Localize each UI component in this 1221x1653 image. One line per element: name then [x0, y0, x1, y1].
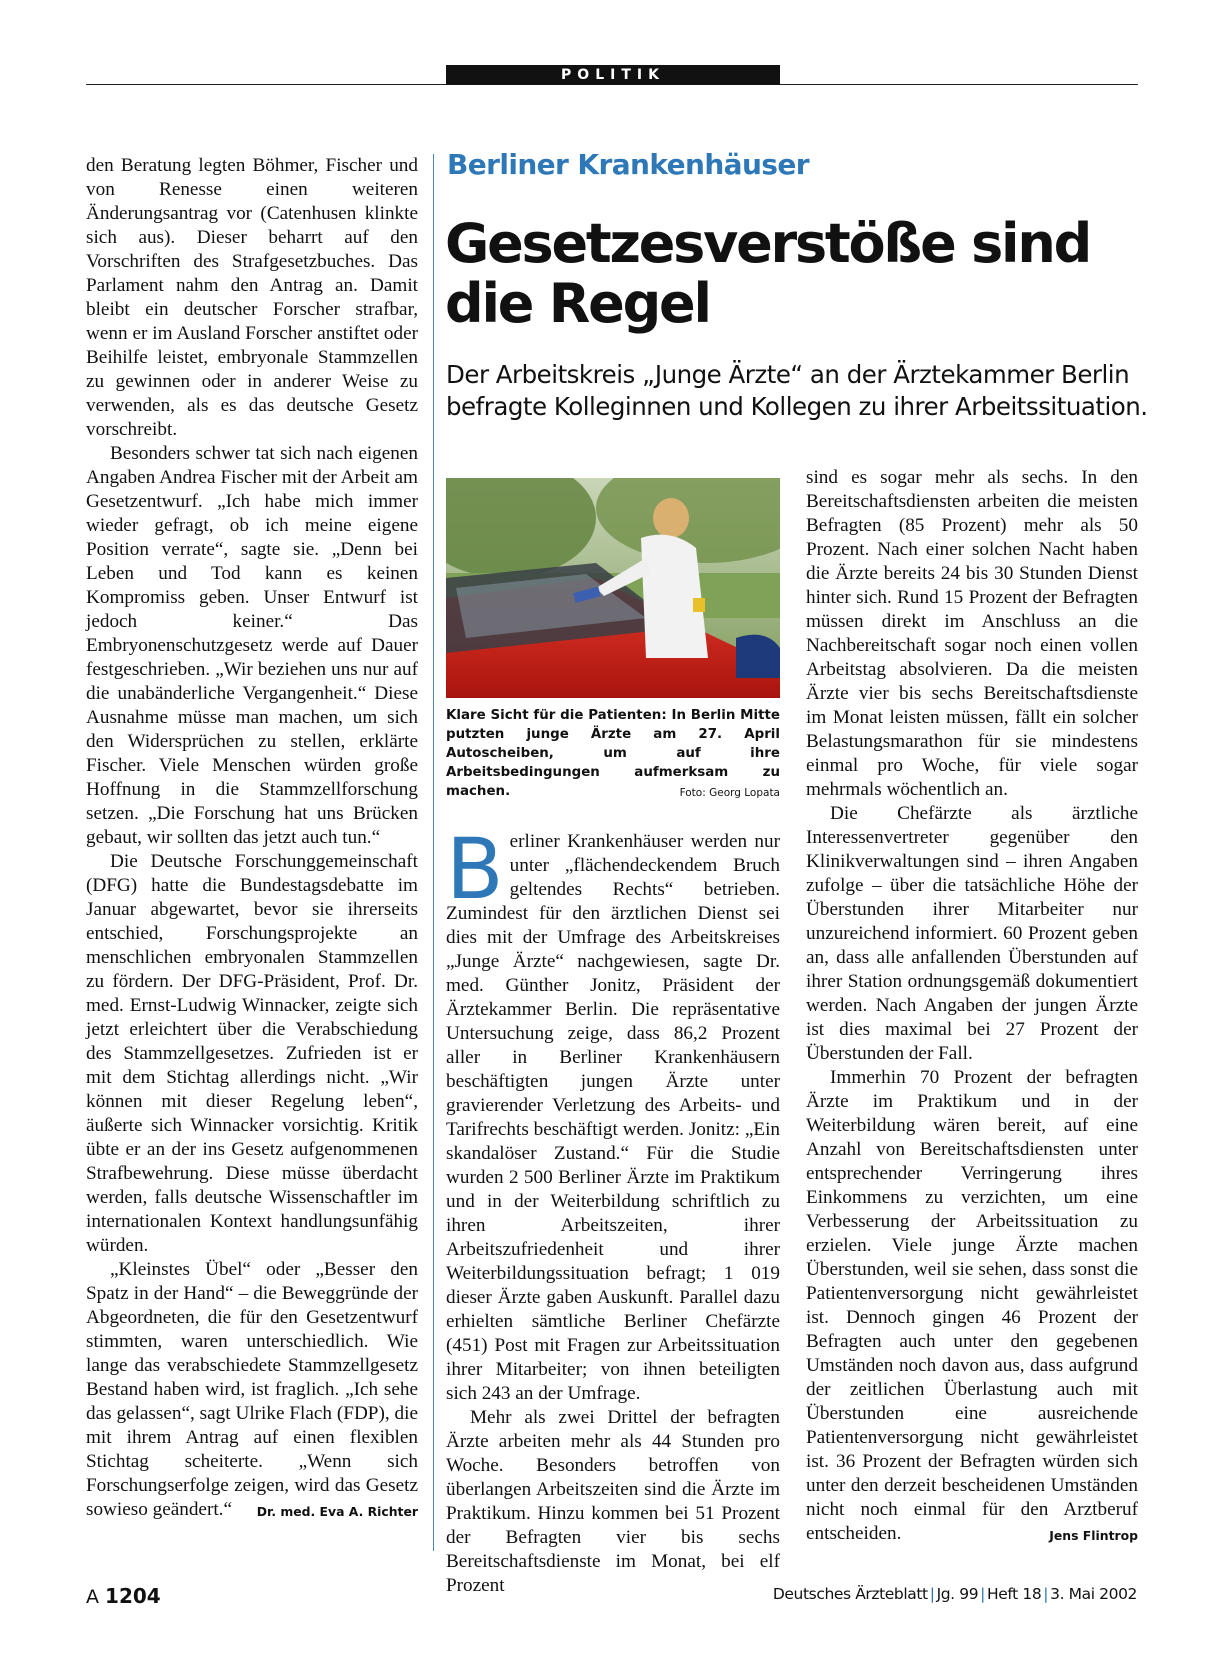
- main-paragraph-text: erliner Krankenhäuser werden nur unter „flächendeckendem Bruch geltendes Rechts“ betrieben. Zumindest für den ärztlichen Dienst sei dies mit der Umfrage des Arbeitskreises „Junge Ärzte“ nachgewiesen, sagte Dr. med. Günther Jonitz, Präsident der Ärztekammer Berlin. Die repräsentative Untersuchung zeige, dass 86,2 Prozent aller in Berliner Krankenhäusern beschäftigten jungen Ärzte unter gravierender Verletzung des Arbeits- und Tarifrechts beschäftigt werden. Jonitz: „Ein skandalöser Zustand.“ Für die Studie wurden 2 500 Berliner Ärzte im Praktikum und in der Weiterbildung schriftlich zu ihren Arbeitszeiten, ihrer Arbeitszufriedenheit und ihrer Weiterbildungssituation befragt; 1 019 dieser Ärzte gaben Auskunft. Parallel dazu erhielten sämtliche Berliner Chefärzte (451) Post mit Fragen zur Arbeitssituation ihrer Mitarbeiter; von ihnen beteiligten sich 243 an der Umfrage.: [446, 831, 780, 1404]
- main-paragraph: [446, 820, 780, 1406]
- left-paragraph: Die Deutsche Forschunggemeinschaft (DFG) hatte die Bundestagsdebatte im Januar abgewartet, bevor sie ihrerseits entschied, Forschungsprojekte an menschlichen embryonalen Stammzellen zu fördern. Der DFG-Präsident, Prof. Dr. med. Ernst-Ludwig Winnacker, zeigte sich jetzt erleichtert über die Verabschiedung des Stammzellgesetzes. Zufrieden ist er mit dem Stichtag allerdings nicht. „Wir können mit dieser Regelung leben“, äußerte sich Winnacker vorsichtig. Kritik übte er an der ins Gesetz aufgenommenen Strafbewehrung. Diese müsse überdacht werden, falls deutsche Wissenschaftler im internationalen Kontext handlungsunfähig würden.: [86, 851, 418, 1256]
- section-label: POLITIK: [446, 65, 780, 85]
- main-article-column-2: [806, 466, 1138, 1548]
- left-article-column: [86, 154, 418, 1524]
- main-paragraph: [806, 1066, 1138, 1546]
- main-paragraph: Die Chefärzte als ärztliche Interessenvertreter gegenüber den Klinikverwaltungen sind – ihren Angaben zufolge – über die tatsächliche Höhe der Überstunden ihrer Mitarbeiter nur unzureichend informiert. 60 Prozent geben an, dass alle anfallenden Überstunden auf ihrer Station ordnungsgemäß dokumentiert werden. Nach Angaben der jungen Ärzte ist dies maximal bei 27 Prozent der Überstunden der Fall.: [806, 803, 1138, 1064]
- page-prefix: A: [86, 1586, 99, 1608]
- photo-illustration: [446, 478, 780, 698]
- left-paragraph: den Beratung legten Böhmer, Fischer und von Renesse einen weiteren Änderungsantrag vor (Catenhusen klinkte sich aus). Dieser beharrt auf den Vorschriften des Strafgesetzbuches. Das Parlament nahm den Antrag an. Damit bleibt ein deutscher Forscher strafbar, wenn er im Ausland Forscher anstiftet oder Beihilfe leistet, embryonale Stammzellen zu gewinnen oder in anderer Weise zu verwenden, als es das deutsche Gesetz vorschreibt.: [86, 155, 418, 440]
- main-paragraph: Mehr als zwei Drittel der befragten Ärzte arbeiten mehr als 44 Stunden pro Woche. Besonders betroffen von überlangen Arbeitszeiten sind die Ärzte im Praktikum. Hinzu kommen bei 51 Prozent der Befragten vier bis sechs Bereitschaftsdienste im Monat, bei elf Prozent: [446, 1407, 780, 1596]
- left-byline: Dr. med. Eva A. Richter: [256, 1504, 418, 1519]
- article-headline: [445, 214, 1145, 334]
- main-paragraph-text: Immerhin 70 Prozent der befragten Ärzte im Praktikum und in der Weiterbildung wären bereit, auf eine Anzahl von Bereitschaftsdiensten unter entsprechender Verringerung ihres Einkommens zu verzichten, um eine Verbesserung der Arbeitssituation zu erzielen. Viele junge Ärzte machen Überstunden, weil sie sehen, dass sonst die Patientenversorgung nicht gewährleistet ist. Dennoch gingen 46 Prozent der Befragten auch unter den gegebenen Umständen noch davon aus, dass aufgrund der zeitlichen Überlastung auch mit Überstunden eine ausreichende Patientenversorgung nicht gewährleistet ist. 36 Prozent der Befragten würden sich unter den derzeit bescheidenen Umständen nicht noch einmal für den Arztberuf entscheiden.: [806, 1067, 1138, 1544]
- headline-line: Gesetzesverstöße sind: [445, 212, 1091, 275]
- article-photo: [446, 478, 780, 698]
- article-deck: Der Arbeitskreis „Junge Ärzte“ an der Ärztekammer Berlin befragte Kolleginnen und Kollegen zu ihrer Arbeitssituation.: [446, 360, 1148, 421]
- left-paragraph-text: „Kleinstes Übel“ oder „Besser den Spatz in der Hand“ – die Beweggründe der Abgeordneten, die für den Gesetzentwurf stimmten, waren unterschiedlich. Wie lange das verabschiedete Stammzellgesetz Bestand haben wird, ist fraglich. „Ich sehe das gelassen“, sagt Ulrike Flach (FDP), die mit ihrem Antrag auf einen flexiblen Stichtag scheiterte. „Wenn sich Forschungserfolge zeigen, wird das Gesetz sowieso geändert.“: [86, 1259, 418, 1520]
- page-number-value: 1204: [105, 1584, 161, 1608]
- column-divider: [433, 154, 434, 1551]
- journal-date: 3. Mai 2002: [1050, 1585, 1137, 1603]
- headline-line: die Regel: [445, 272, 710, 335]
- main-byline: Jens Flintrop: [1049, 1528, 1138, 1543]
- article-kicker: Berliner Krankenhäuser: [447, 148, 809, 181]
- journal-issue: Heft 18: [986, 1585, 1042, 1603]
- photo-caption: [446, 706, 780, 803]
- drop-cap: B: [446, 820, 504, 918]
- main-paragraph: sind es sogar mehr als sechs. In den Bereitschaftsdiensten arbeiten die meisten Befragten (85 Prozent) mehr als 50 Prozent. Nach einer solchen Nacht haben die Ärzte bereits 24 bis 30 Stunden Dienst hinter sich. Rund 15 Prozent der Befragten müssen direkt im Anschluss an die Nachbereitschaft sogar noch einen vollen Arbeitstag absolvieren. Da die meisten Ärzte vier bis sechs Bereitschaftsdienste im Monat leisten müssen, fällt ein solcher Belastungsmarathon für sie mindestens einmal pro Woche, für viele sogar mehrmals wöchentlich an.: [806, 467, 1138, 800]
- main-article-column-1: [446, 820, 780, 1598]
- page-number: [86, 1584, 161, 1608]
- photo-credit: Foto: Georg Lopata: [679, 787, 780, 799]
- left-paragraph: Besonders schwer tat sich nach eigenen Angaben Andrea Fischer mit der Arbeit am Gesetzentwurf. „Ich habe mich immer wieder gefragt, ob ich meine eigene Position verrate“, sagte sie. „Denn bei Leben und Tod kann es keinen Kompromiss geben. Unser Entwurf ist jedoch keiner.“ Das Embryonenschutzgesetz werde auf Dauer festgeschrieben. „Wir beziehen uns nur auf die unabänderliche Vergangenheit.“ Diese Ausnahme müsse man machen, um sich den Widersprüchen zu stellen, erklärte Fischer. Viele Menschen würden große Hoffnung in die Stammzellforschung setzen. „Die Forschung hat uns Brücken gebaut, wir sollten das jetzt auch tun.“: [86, 443, 418, 848]
- journal-footer: Deutsches Ärzteblatt | Jg. 99 | Heft 18 | 3. Mai 2002: [772, 1585, 1137, 1603]
- journal-volume: Jg. 99: [936, 1585, 979, 1603]
- caption-text: Klare Sicht für die Patienten: In Berlin Mitte putzten junge Ärzte am 27. April Autoscheiben, um auf ihre Arbeitsbedingungen aufmerksam zu machen.: [446, 708, 780, 799]
- journal-name: Deutsches Ärzteblatt: [772, 1585, 928, 1603]
- left-paragraph: [86, 1258, 418, 1522]
